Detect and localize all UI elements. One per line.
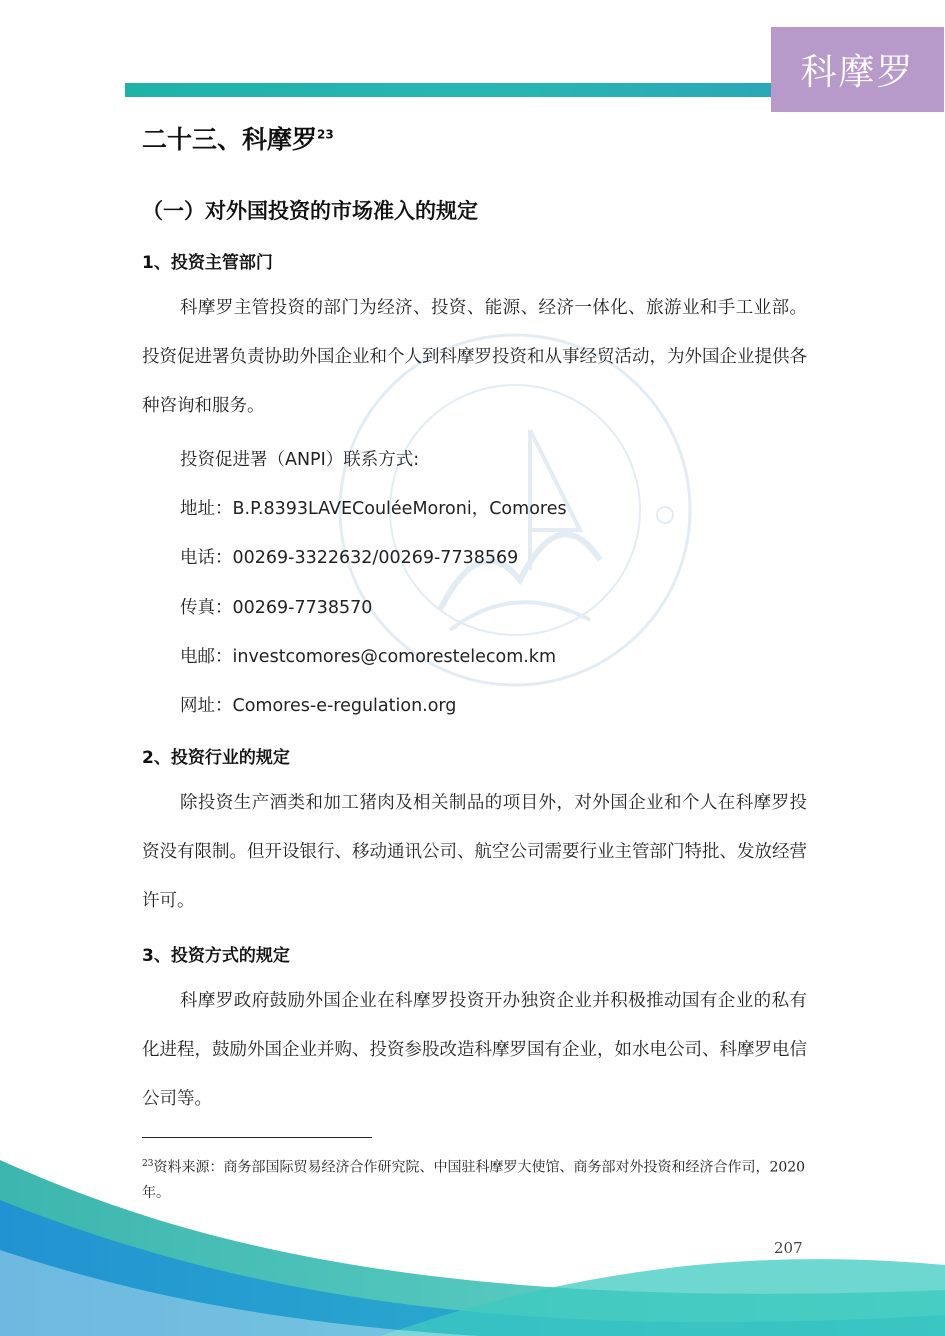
paragraph-industry-rules: 除投资生产酒类和加工猪肉及相关制品的项目外，对外国企业和个人在科摩罗投资没有限制。但开设银行、移动通讯公司、航空公司需要行业主管部门特批、发放经营许可。 (142, 793, 807, 911)
contact-intro: 投资促进署（ANPI）联系方式: (180, 450, 420, 470)
contact-address: 地址：B.P.8393LAVECouléeMoroni，Comores (180, 499, 567, 519)
footnote-ref: 23 (317, 127, 334, 142)
chapter-title (142, 120, 334, 156)
footnote-text: 资料来源：商务部国际贸易经济合作研究院、中国驻科摩罗大使馆、商务部对外投资和经济合作司，2020 年。 (142, 1159, 806, 1201)
contact-phone: 电话：00269-3322632/00269-7738569 (180, 548, 519, 568)
subsection-heading-2: 2、投资行业的规定 (142, 748, 290, 768)
header-accent-bar (125, 83, 775, 97)
country-tab (771, 27, 944, 112)
contact-website: 网址：Comores-e-regulation.org (180, 696, 457, 716)
country-tab-label: 科摩罗 (800, 52, 915, 93)
contact-email: 电邮：investcomores@comorestelecom.km (180, 647, 556, 667)
subsection-heading-1: 1、投资主管部门 (142, 253, 273, 273)
paragraph-investment-methods: 科摩罗政府鼓励外国企业在科摩罗投资开办独资企业并积极推动国有企业的私有化进程，鼓励外国企业并购、投资参股改造科摩罗国有企业，如水电公司、科摩罗电信公司等。 (142, 991, 807, 1109)
page-number: 207 (774, 1239, 803, 1257)
chapter-title-text: 二十三、科摩罗 (142, 125, 318, 154)
footnote-divider (142, 1137, 372, 1138)
footnote-marker: 23 (142, 1159, 154, 1169)
subsection-heading-3: 3、投资方式的规定 (142, 946, 290, 966)
contact-fax: 传真：00269-7738570 (180, 598, 373, 618)
section-heading: （一）对外国投资的市场准入的规定 (142, 199, 478, 223)
paragraph-investment-authority: 科摩罗主管投资的部门为经济、投资、能源、经济一体化、旅游业和手工业部。投资促进署负责协助外国企业和个人到科摩罗投资和从事经贸活动，为外国企业提供各种咨询和服务。 (142, 298, 807, 416)
footer-waves (0, 1140, 945, 1336)
